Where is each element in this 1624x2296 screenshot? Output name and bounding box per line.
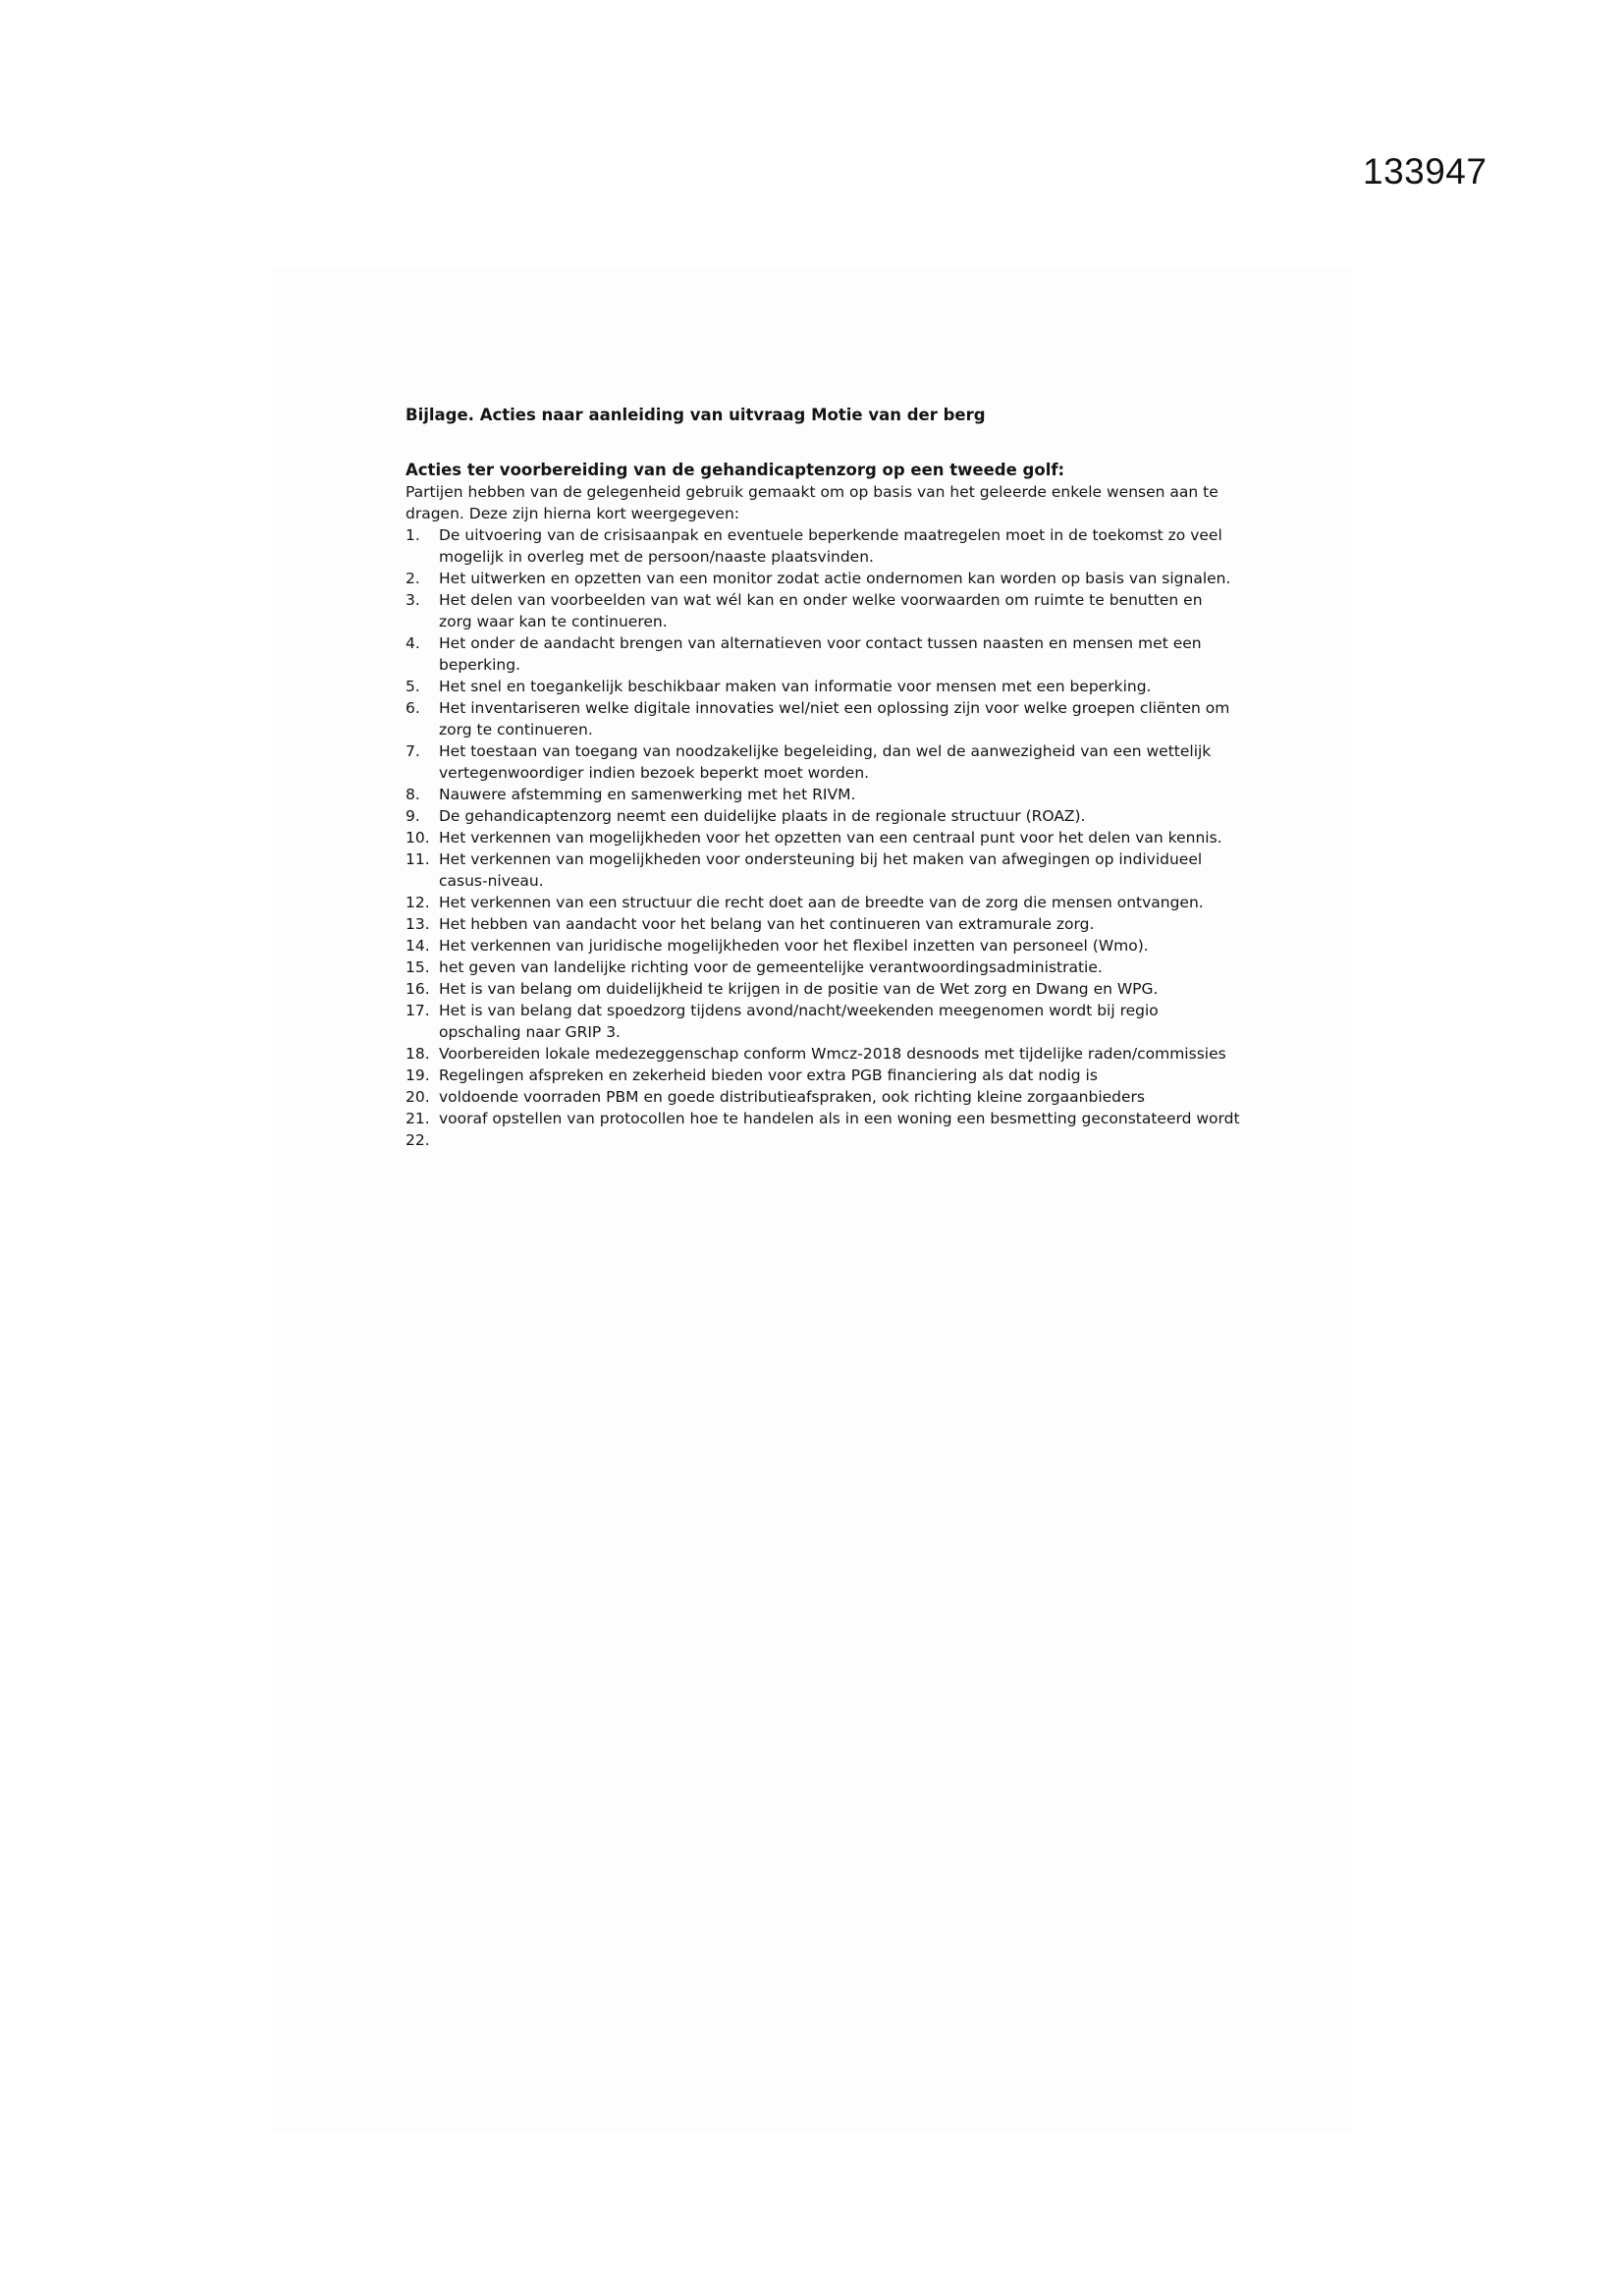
action-number: 8. (406, 786, 420, 803)
document-number: 133947 (1363, 151, 1488, 191)
action-text: Nauwere afstemming en samenwerking met het RIVM. (439, 786, 856, 803)
action-item (406, 827, 1240, 848)
action-number: 1. (406, 526, 420, 544)
action-text: Het is van belang om duidelijkheid te krijgen in de positie van de Wet zorg en Dwang en WPG. (439, 980, 1159, 998)
action-number: 9. (406, 807, 420, 825)
action-number: 7. (406, 742, 420, 760)
action-item (406, 848, 1240, 892)
actions-list (406, 524, 1240, 1151)
action-text: De uitvoering van de crisisaanpak en eventuele beperkende maatregelen moet in de toekomst zo veel mogelijk in overleg met de persoon/naaste plaatsvinden. (439, 526, 1222, 566)
action-item (406, 1108, 1240, 1129)
action-number: 16. (406, 980, 430, 998)
action-number: 21. (406, 1110, 430, 1127)
action-item (406, 1086, 1240, 1108)
action-text: voldoende voorraden PBM en goede distributieafspraken, ook richting kleine zorgaanbieders (439, 1088, 1146, 1106)
action-number: 13. (406, 915, 430, 933)
action-text: Het onder de aandacht brengen van alternatieven voor contact tussen naasten en mensen met een beperking. (439, 634, 1202, 674)
action-item (406, 913, 1240, 935)
action-text: Regelingen afspreken en zekerheid bieden voor extra PGB financiering als dat nodig is (439, 1066, 1098, 1084)
action-number: 19. (406, 1066, 430, 1084)
action-text: Het hebben van aandacht voor het belang van het continueren van extramurale zorg. (439, 915, 1095, 933)
action-number: 15. (406, 958, 430, 976)
document-title: Bijlage. Acties naar aanleiding van uitvraag Motie van der berg (406, 406, 986, 424)
action-text: Het verkennen van mogelijkheden voor het opzetten van een centraal punt voor het delen van kennis. (439, 829, 1222, 847)
action-text (439, 1129, 1240, 1151)
action-item (406, 1043, 1240, 1065)
action-text: vooraf opstellen van protocollen hoe te handelen als in een woning een besmetting geconstateerd wordt (439, 1110, 1240, 1127)
action-number: 12. (406, 894, 430, 911)
action-item (406, 568, 1240, 589)
action-item (406, 1000, 1240, 1043)
action-number: 18. (406, 1045, 430, 1063)
action-number: 5. (406, 678, 420, 695)
action-text: Het delen van voorbeelden van wat wél kan en onder welke voorwaarden om ruimte te benutten en zorg waar kan te continueren. (439, 591, 1203, 630)
action-item (406, 784, 1240, 805)
action-text: Het verkennen van juridische mogelijkheden voor het flexibel inzetten van personeel (Wmo). (439, 937, 1149, 955)
action-number: 10. (406, 829, 430, 847)
action-item (406, 697, 1240, 740)
action-number: 11. (406, 850, 430, 868)
document-body (406, 405, 1240, 1151)
action-item (406, 632, 1240, 676)
action-text: Het verkennen van een structuur die recht doet aan de breedte van de zorg die mensen ontvangen. (439, 894, 1204, 911)
action-text: Voorbereiden lokale medezeggenschap conform Wmcz-2018 desnoods met tijdelijke raden/commissies (439, 1045, 1226, 1063)
action-number: 22. (406, 1131, 430, 1149)
action-text: Het inventariseren welke digitale innovaties wel/niet een oplossing zijn voor welke groepen cliënten om zorg te continueren. (439, 699, 1230, 738)
action-item (406, 1065, 1240, 1086)
action-number: 2. (406, 570, 420, 587)
action-text: Het snel en toegankelijk beschikbaar maken van informatie voor mensen met een beperking. (439, 678, 1152, 695)
action-item (406, 524, 1240, 568)
action-item (406, 589, 1240, 632)
action-number: 17. (406, 1002, 430, 1019)
section-heading: Acties ter voorbereiding van de gehandicaptenzorg op een tweede golf: (406, 461, 1065, 479)
action-number: 4. (406, 634, 420, 652)
action-item (406, 740, 1240, 784)
action-item (406, 957, 1240, 978)
action-item (406, 892, 1240, 913)
action-text: Het uitwerken en opzetten van een monitor zodat actie ondernomen kan worden op basis van signalen. (439, 570, 1231, 587)
action-number: 3. (406, 591, 420, 609)
action-item (406, 935, 1240, 957)
action-item (406, 676, 1240, 697)
action-number: 20. (406, 1088, 430, 1106)
action-item (406, 805, 1240, 827)
action-text: Het toestaan van toegang van noodzakelijke begeleiding, dan wel de aanwezigheid van een wettelijk vertegenwoordiger indien bezoek beperkt moet worden. (439, 742, 1212, 782)
action-number: 6. (406, 699, 420, 717)
action-number: 14. (406, 937, 430, 955)
intro-paragraph: Partijen hebben van de gelegenheid gebruik gemaakt om op basis van het geleerde enkele wensen aan te dragen. Deze zijn hierna kort weergegeven: (406, 483, 1218, 522)
action-text: Het verkennen van mogelijkheden voor ondersteuning bij het maken van afwegingen op individueel casus-niveau. (439, 850, 1203, 890)
action-text: De gehandicaptenzorg neemt een duidelijke plaats in de regionale structuur (ROAZ). (439, 807, 1086, 825)
action-text: Het is van belang dat spoedzorg tijdens avond/nacht/weekenden meegenomen wordt bij regio opschaling naar GRIP 3. (439, 1002, 1159, 1041)
action-text: het geven van landelijke richting voor de gemeentelijke verantwoordingsadministratie. (439, 958, 1103, 976)
action-item (406, 978, 1240, 1000)
action-item (406, 1129, 1240, 1151)
